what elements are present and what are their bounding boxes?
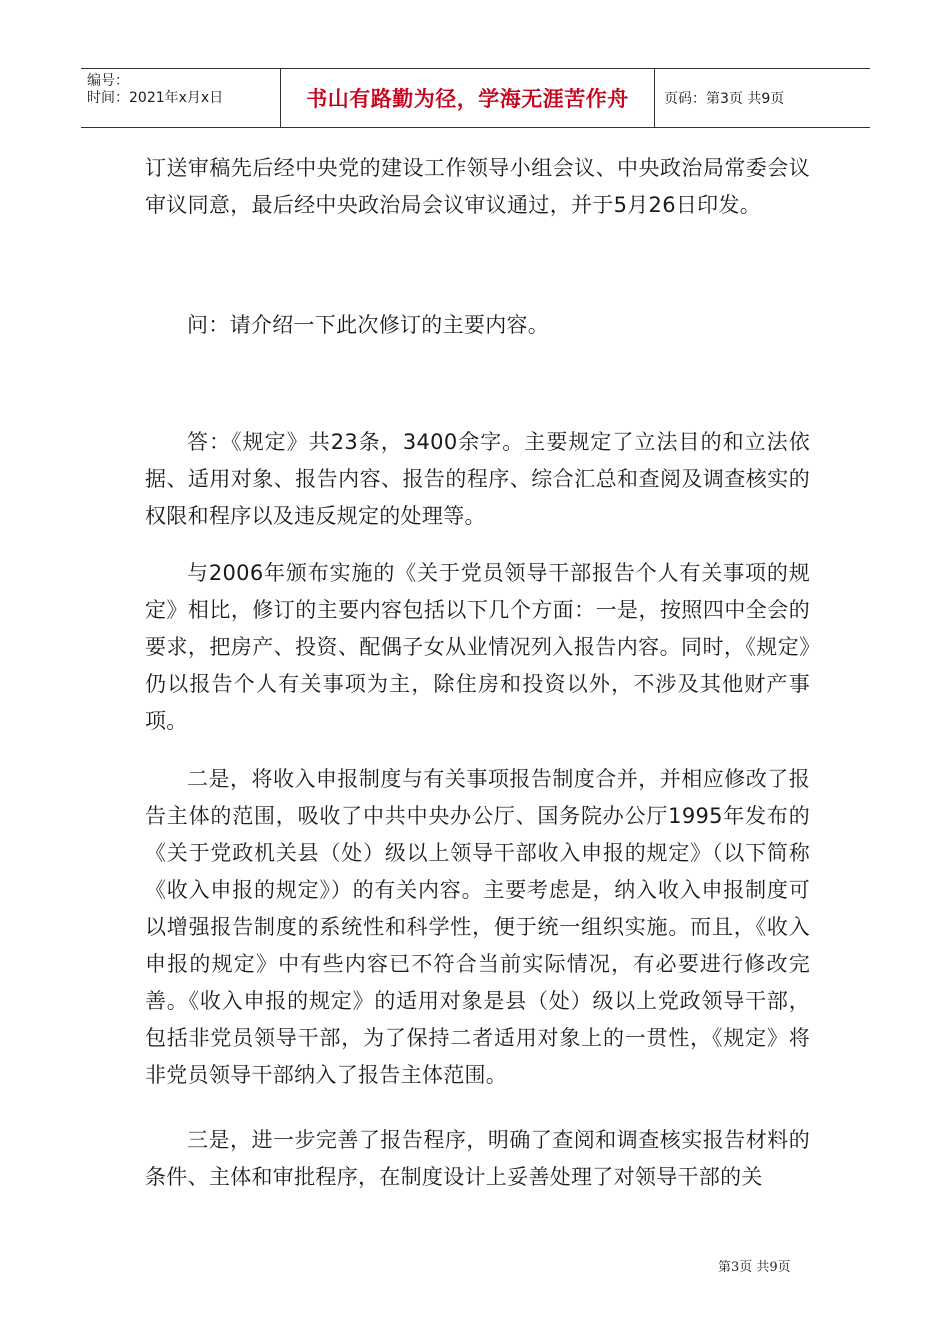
answer-block	[145, 424, 810, 535]
question-paragraph: 问：请介绍一下此次修订的主要内容。	[187, 313, 550, 337]
paragraph: 与2006年颁布实施的《关于党员领导干部报告个人有关事项的规定》相比，修订的主要内容包括以下几个方面：一是，按照四中全会的要求，把房产、投资、配偶子女从业情况列入报告内容。同时，《规定》仍以报告个人有关事项为主，除住房和投资以外，不涉及其他财产事项。	[145, 561, 810, 733]
paragraph: 订送审稿先后经中央党的建设工作领导小组会议、中央政治局常委会议审议同意，最后经中央政治局会议审议通过，并于5月26日印发。	[145, 156, 810, 217]
header-meta	[81, 69, 281, 127]
header-page-code: 页码：第3页 共9页	[664, 91, 785, 107]
header-motto: 书山有路勤为径，学海无涯苦作舟	[281, 69, 655, 127]
document-date: 时间：2021年x月x日	[87, 90, 224, 106]
paragraph: 二是，将收入申报制度与有关事项报告制度合并，并相应修改了报告主体的范围，吸收了中共中央办公厅、国务院办公厅1995年发布的《关于党政机关县（处）级以上领导干部收入申报的规定》（以下简称《收入申报的规定》）的有关内容。主要考虑是，纳入收入申报制度可以增强报告制度的系统性和科学性，便于统一组织实施。而且，《收入申报的规定》中有些内容已不符合当前实际情况，有必要进行修改完善。《收入申报的规定》的适用对象是县（处）级以上党政领导干部，包括非党员领导干部，为了保持二者适用对象上的一贯性，《规定》将非党员领导干部纳入了报告主体范围。	[145, 767, 810, 1087]
document-number: 编号：	[87, 73, 129, 89]
page-header	[81, 68, 870, 128]
paragraph-continuation	[145, 150, 810, 224]
page-footer: 第3页 共9页	[718, 1260, 791, 1275]
paragraph-block-1	[145, 555, 810, 740]
paragraph-block-3	[145, 1122, 810, 1196]
paragraph: 三是，进一步完善了报告程序，明确了查阅和调查核实报告材料的条件、主体和审批程序，在制度设计上妥善处理了对领导干部的关	[145, 1128, 810, 1189]
question-block	[145, 307, 810, 344]
answer-paragraph: 答：《规定》共23条，3400余字。主要规定了立法目的和立法依据、适用对象、报告内容、报告的程序、综合汇总和查阅及调查核实的权限和程序以及违反规定的处理等。	[145, 430, 810, 528]
paragraph-block-2	[145, 761, 810, 1094]
